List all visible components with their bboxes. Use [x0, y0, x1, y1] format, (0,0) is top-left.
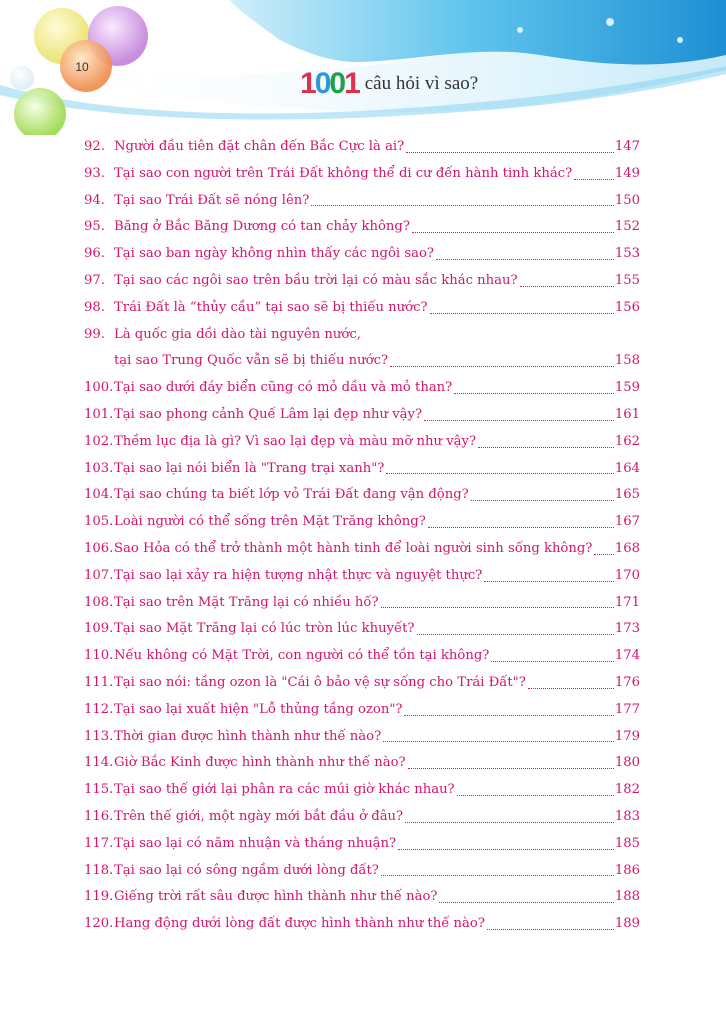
- toc-entry-page: 167: [614, 514, 640, 530]
- toc-entry-number: 102.: [84, 433, 114, 449]
- toc-entry-number: 97.: [84, 272, 105, 288]
- book-subtitle: câu hỏi vì sao?: [364, 73, 479, 94]
- logo-digit: 0: [314, 67, 330, 100]
- toc-entry[interactable]: [84, 911, 640, 938]
- toc-entry-page: 165: [614, 487, 640, 503]
- dot-leader: [471, 499, 614, 501]
- toc-entry[interactable]: [84, 214, 640, 241]
- dot-leader: [487, 928, 614, 930]
- dot-leader: [491, 660, 613, 662]
- toc-entry-title: Băng ở Bắc Băng Dương có tan chảy không?: [114, 219, 410, 235]
- toc-entry[interactable]: [84, 804, 640, 831]
- toc-entry-page: 174: [614, 648, 640, 664]
- dot-leader: [528, 687, 614, 689]
- toc-entry-title: Tại sao lại có sông ngầm dưới lòng đất?: [114, 862, 379, 878]
- toc-entry-title: Tại sao ban ngày không nhìn thấy các ngôi sao?: [114, 246, 434, 262]
- toc-entry[interactable]: [84, 509, 640, 536]
- toc-entry-title: Giếng trời rất sâu được hình thành như thế nào?: [114, 889, 438, 905]
- toc-entry-page: 171: [614, 594, 640, 610]
- toc-entry-number: 116.: [84, 808, 114, 824]
- toc-entry-number: 92.: [84, 139, 105, 154]
- toc-entry[interactable]: [84, 402, 640, 429]
- toc-entry[interactable]: [84, 563, 640, 590]
- toc-entry-page: 162: [614, 433, 640, 449]
- dot-leader: [405, 821, 614, 823]
- toc-entry[interactable]: [84, 858, 640, 885]
- toc-entry[interactable]: [84, 134, 640, 161]
- toc-entry-title: Tại sao các ngôi sao trên bầu trời lại có màu sắc khác nhau?: [114, 272, 518, 288]
- toc-entry-title: Loài người có thể sống trên Mặt Trăng không?: [114, 514, 426, 530]
- toc-entry[interactable]: [84, 750, 640, 777]
- toc-entry-number: 109.: [84, 621, 114, 637]
- dot-leader: [594, 553, 613, 555]
- dot-leader: [383, 740, 614, 742]
- toc-entry[interactable]: [84, 697, 640, 724]
- toc-entry-title: Trái Đất là “thủy cầu” tại sao sẽ bị thiếu nước?: [114, 299, 428, 315]
- toc-entry-title: Người đầu tiên đặt chân đến Bắc Cực là ai?: [114, 139, 405, 154]
- toc-entry-title: Giờ Bắc Kinh được hình thành như thế nào?: [114, 755, 406, 771]
- toc-entry[interactable]: [84, 268, 640, 295]
- toc-entry-number: 98.: [84, 299, 105, 315]
- toc-entry[interactable]: [84, 161, 640, 188]
- dot-leader: [311, 204, 614, 206]
- dot-leader: [398, 848, 614, 850]
- toc-entry-number: 110.: [84, 648, 114, 664]
- dot-leader: [520, 285, 614, 287]
- dot-leader: [412, 231, 614, 233]
- toc-entry[interactable]: [84, 884, 640, 911]
- toc-entry-number: 94.: [84, 192, 105, 208]
- toc-entry-page: 179: [614, 728, 640, 744]
- toc-entry-number: 115.: [84, 782, 114, 798]
- dot-leader: [381, 874, 614, 876]
- toc-entry-number: 101.: [84, 406, 114, 422]
- toc-entry[interactable]: [84, 643, 640, 670]
- dot-leader: [439, 901, 613, 903]
- toc-entry-title-line1: Là quốc gia dồi dào tài nguyên nước,: [114, 326, 361, 342]
- toc-entry-title: Tại sao trên Mặt Trăng lại có nhiều hố?: [114, 594, 379, 610]
- toc-entry-page: 153: [614, 246, 640, 262]
- toc-entry-page: 176: [614, 674, 640, 690]
- toc-entry[interactable]: [84, 429, 640, 456]
- toc-entry-page: 185: [614, 835, 640, 851]
- toc-entry-page: 156: [614, 299, 640, 315]
- dot-leader: [430, 312, 614, 314]
- toc-entry-page: 147: [614, 139, 640, 154]
- page-number: 10: [75, 60, 89, 74]
- toc-entry-number: 104.: [84, 487, 114, 503]
- toc-entry-title: Tại sao con người trên Trái Đất không thể di cư đến hành tinh khác?: [114, 165, 573, 181]
- toc-entry-title: Thời gian được hình thành như thế nào?: [114, 728, 382, 744]
- toc-entry-number: 117.: [84, 835, 114, 851]
- toc-entry-title: Nếu không có Mặt Trời, con người có thể tồn tại không?: [114, 648, 490, 664]
- toc-entry-page: 170: [614, 567, 640, 583]
- dot-leader: [408, 767, 614, 769]
- toc-entry[interactable]: [84, 536, 640, 563]
- toc-entry-number: 93.: [84, 165, 105, 181]
- toc-entry-number: 113.: [84, 728, 114, 744]
- logo-digit: 1: [344, 67, 359, 100]
- toc-entry-number: 112.: [84, 701, 114, 717]
- dot-leader: [381, 606, 614, 608]
- toc-entry-title: Tại sao dưới đáy biển cũng có mỏ dầu và mỏ than?: [114, 380, 453, 396]
- toc-entry-page: 188: [614, 889, 640, 905]
- toc-entry[interactable]: [84, 241, 640, 268]
- toc-entry-page: 161: [614, 406, 640, 422]
- dot-leader: [386, 472, 613, 474]
- toc-entry-page: 149: [614, 165, 640, 181]
- toc-entry-title: Trên thế giới, một ngày mới bắt đầu ở đâu?: [114, 808, 404, 824]
- dot-leader: [478, 446, 614, 448]
- dot-leader: [428, 526, 614, 528]
- toc-entry-page: 189: [614, 916, 640, 932]
- toc-entry-title: Tại sao phong cảnh Quế Lâm lại đẹp như vậy?: [114, 406, 423, 422]
- toc-entry-title: Tại sao Mặt Trăng lại có lúc tròn lúc khuyết?: [114, 621, 415, 637]
- toc-entry-page: 159: [614, 380, 640, 396]
- toc-entry-page: 150: [614, 192, 640, 208]
- toc-entry[interactable]: [84, 616, 640, 643]
- dot-leader: [417, 633, 614, 635]
- toc-entry[interactable]: [84, 590, 640, 617]
- toc-entry-number: 95.: [84, 219, 105, 235]
- toc-entry-page: 186: [614, 862, 640, 878]
- toc-entry-page: 158: [614, 353, 640, 369]
- toc-entry-page: 177: [614, 701, 640, 717]
- toc-entry-page: 152: [614, 219, 640, 235]
- page-header: [0, 0, 726, 135]
- dot-leader: [484, 580, 614, 582]
- toc-entry-title: Tại sao chúng ta biết lớp vỏ Trái Đất đang vận động?: [114, 487, 469, 503]
- toc-entry-number: 106.: [84, 540, 114, 556]
- toc-entry-page: 155: [614, 272, 640, 288]
- toc-entry-number: 111.: [84, 674, 114, 690]
- toc-entry[interactable]: [84, 375, 640, 402]
- toc-entry-title: Tại sao Trái Đất sẽ nóng lên?: [114, 192, 310, 208]
- toc-entry-title: Tại sao lại xảy ra hiện tượng nhật thực và nguyệt thực?: [114, 567, 483, 583]
- toc-entry-title-line2: tại sao Trung Quốc vẫn sẽ bị thiếu nước?: [114, 353, 389, 369]
- toc-entry-title: Tại sao lại có năm nhuận và tháng nhuận?: [114, 835, 397, 851]
- toc-entry-title: Tại sao thế giới lại phân ra các múi giờ khác nhau?: [114, 782, 455, 798]
- toc-entry-page: 168: [614, 540, 640, 556]
- toc-entry[interactable]: [84, 322, 640, 376]
- toc-entry-number: 120.: [84, 916, 114, 932]
- dot-leader: [574, 178, 614, 180]
- toc-entry-number: 105.: [84, 514, 114, 530]
- toc-entry-title: Tại sao nói: tầng ozon là "Cái ô bảo vệ sự sống cho Trái Đất"?: [114, 674, 526, 690]
- toc-entry-title: Tại sao lại xuất hiện "Lỗ thủng tầng ozon"?: [114, 701, 403, 717]
- toc-entry[interactable]: [84, 777, 640, 804]
- toc-entry-title: Hang động dưới lòng đất được hình thành như thế nào?: [114, 916, 485, 932]
- logo-digit: 0: [329, 67, 345, 100]
- toc-entry-number: 99.: [84, 326, 105, 342]
- toc-entry-page: 183: [614, 808, 640, 824]
- toc-entry[interactable]: [84, 188, 640, 215]
- toc-entry-number: 108.: [84, 594, 114, 610]
- toc-entry-number: 107.: [84, 567, 114, 583]
- toc-entry[interactable]: [84, 295, 640, 322]
- toc-entry-number: 100.: [84, 380, 114, 396]
- dot-leader: [404, 714, 613, 716]
- toc-entry-number: 119.: [84, 889, 114, 905]
- toc-entry-page: 180: [614, 755, 640, 771]
- dot-leader: [457, 794, 614, 796]
- dot-leader: [424, 419, 614, 421]
- toc-entry-page: 173: [614, 621, 640, 637]
- toc-entry-page: 182: [614, 782, 640, 798]
- toc-entry[interactable]: [84, 724, 640, 751]
- dot-leader: [454, 392, 614, 394]
- table-of-contents: [84, 134, 640, 938]
- toc-entry-number: 118.: [84, 862, 114, 878]
- toc-entry-page: 164: [614, 460, 640, 476]
- toc-entry-number: 103.: [84, 460, 114, 476]
- toc-entry-number: 96.: [84, 246, 105, 262]
- toc-entry[interactable]: [84, 670, 640, 697]
- dot-leader: [406, 151, 614, 153]
- toc-entry[interactable]: [84, 482, 640, 509]
- dot-leader: [390, 365, 614, 367]
- toc-entry[interactable]: [84, 456, 640, 483]
- toc-entry-title: Tại sao lại nói biển là "Trang trại xanh"?: [114, 460, 385, 476]
- toc-entry-title: Sao Hỏa có thể trở thành một hành tinh để loài người sinh sống không?: [114, 540, 593, 556]
- toc-entry-number: 114.: [84, 755, 114, 771]
- logo-1001: [300, 69, 359, 99]
- logo-digit: 1: [300, 67, 315, 100]
- dot-leader: [436, 258, 614, 260]
- book-title: [300, 66, 478, 102]
- toc-entry-title: Thềm lục địa là gì? Vì sao lại đẹp và màu mỡ như vậy?: [114, 433, 477, 449]
- toc-entry[interactable]: [84, 831, 640, 858]
